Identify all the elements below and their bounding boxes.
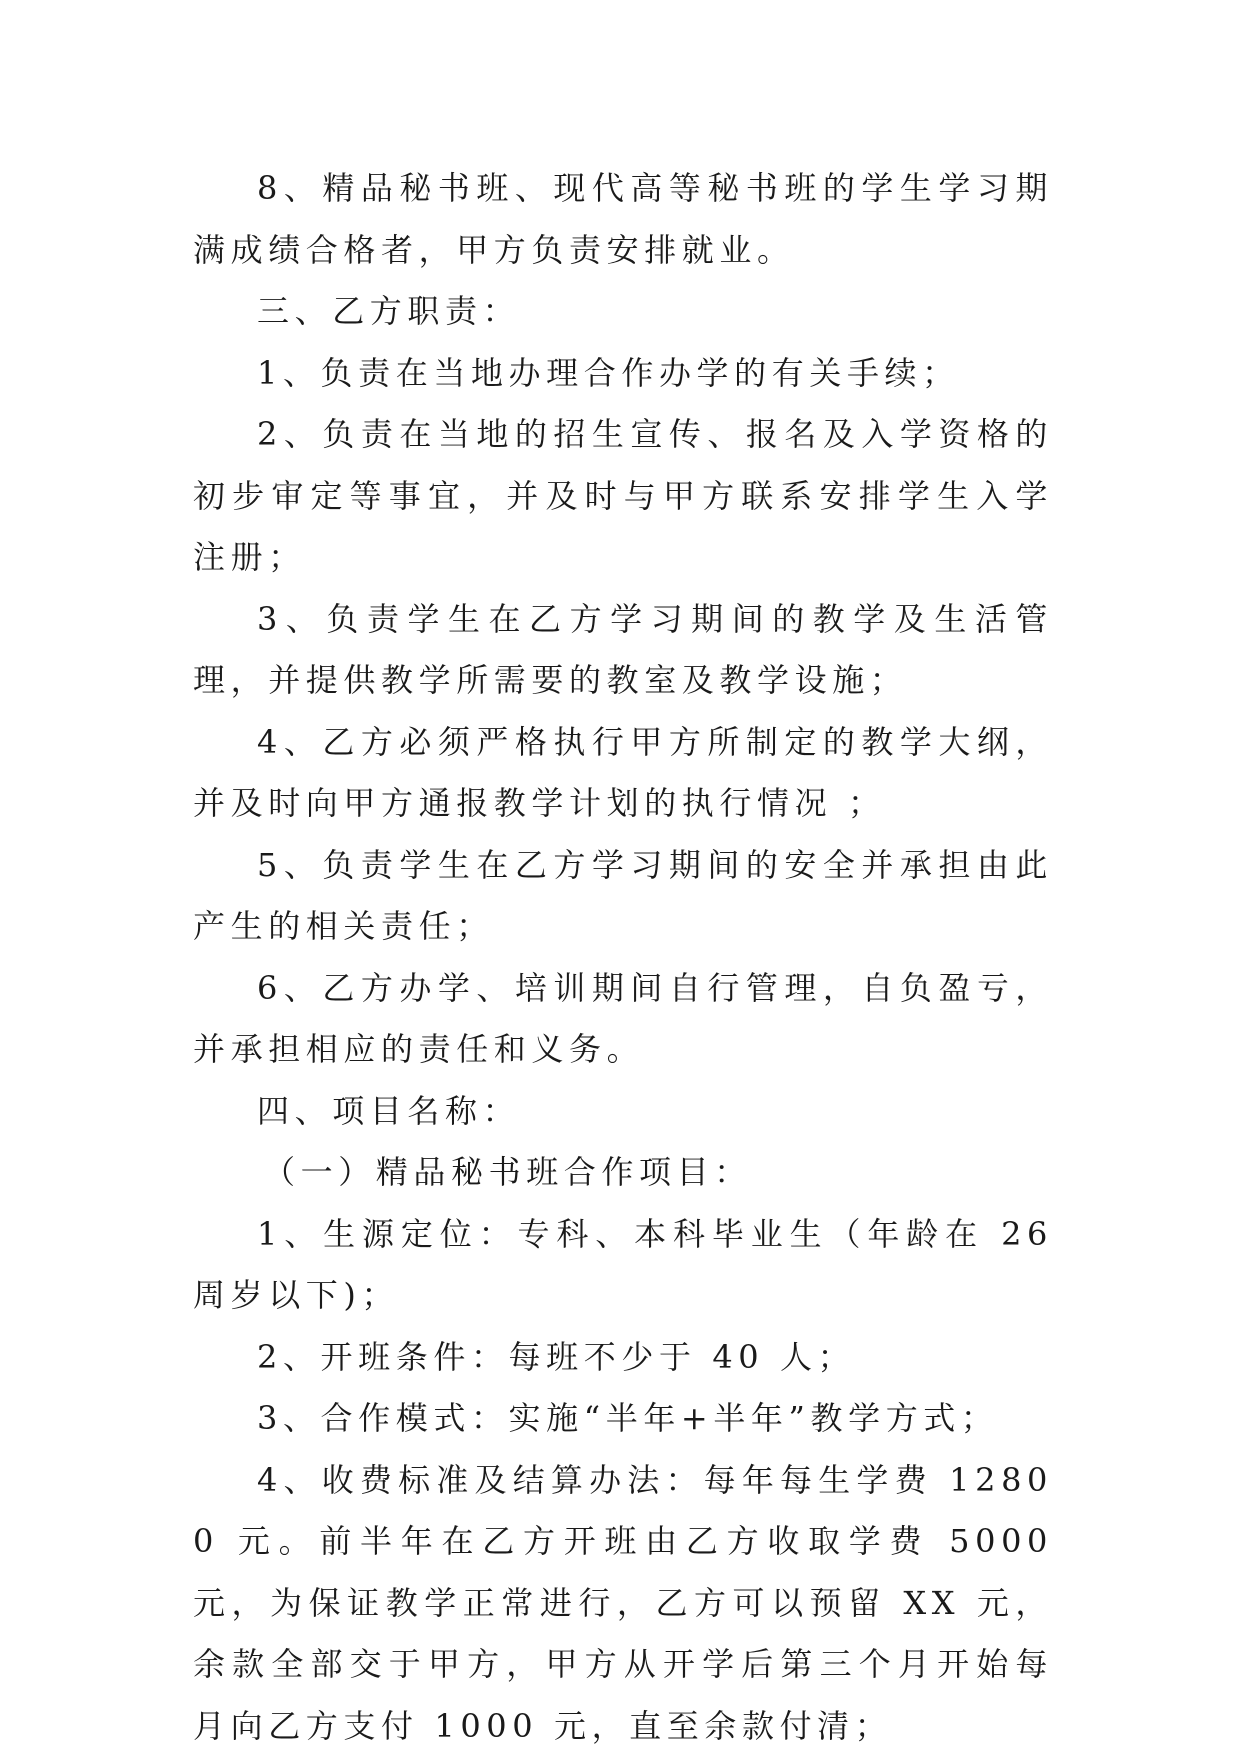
paragraph-party-b-4: 4、乙方必须严格执行甲方所制定的教学大纲，并及时向甲方通报教学计划的执行情况 ； <box>193 712 1053 835</box>
paragraph-party-b-1: 1、负责在当地办理合作办学的有关手续； <box>193 343 1053 405</box>
paragraph-item-8-employment: 8、精品秘书班、现代高等秘书班的学生学习期满成绩合格者，甲方负责安排就业。 <box>193 158 1053 281</box>
paragraph-project-1: 1、生源定位：专科、本科毕业生（年龄在 26 周岁以下)； <box>193 1204 1053 1327</box>
paragraph-party-b-3: 3、负责学生在乙方学习期间的教学及生活管理，并提供教学所需要的教室及教学设施； <box>193 589 1053 712</box>
paragraph-project-4: 4、收费标准及结算办法：每年每生学费 12800 元。前半年在乙方开班由乙方收取学费 5000 元，为保证教学正常进行，乙方可以预留 XX 元，余款全部交于甲方，甲方从开学后第三个月开始每月向乙方支付 1000 元，直至余款付清； <box>193 1450 1053 1757</box>
document-body <box>193 158 1053 1757</box>
subsection-heading-secretary-class: （一）精品秘书班合作项目： <box>193 1142 1053 1204</box>
paragraph-party-b-6: 6、乙方办学、培训期间自行管理，自负盈亏，并承担相应的责任和义务。 <box>193 958 1053 1081</box>
section-heading-party-b-duties: 三、乙方职责： <box>193 281 1053 343</box>
paragraph-party-b-5: 5、负责学生在乙方学习期间的安全并承担由此产生的相关责任； <box>193 835 1053 958</box>
paragraph-project-2: 2、开班条件：每班不少于 40 人； <box>193 1327 1053 1389</box>
paragraph-party-b-2: 2、负责在当地的招生宣传、报名及入学资格的初步审定等事宜，并及时与甲方联系安排学生入学注册； <box>193 404 1053 589</box>
paragraph-project-3: 3、合作模式：实施“半年+半年”教学方式； <box>193 1388 1053 1450</box>
section-heading-project-name: 四、项目名称： <box>193 1081 1053 1143</box>
